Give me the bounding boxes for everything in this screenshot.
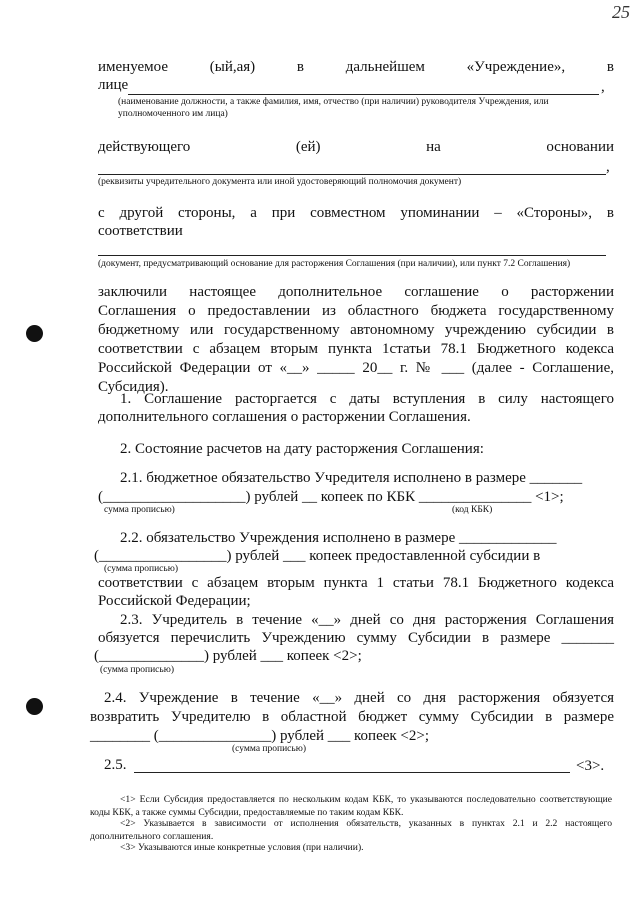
item23-line1: 2.3. Учредитель в течение «__» дней со дня расторжения Соглашения [120,612,614,628]
fill-line [134,772,570,773]
page-number-mark: 25 [612,2,630,22]
word: в [606,59,614,75]
p1-line1 [98,58,614,77]
p4-line1 [98,283,614,302]
word: в [296,59,304,75]
item21-line2: (___________________) рублей __ копеек по КБК _______________ <1>; [98,489,564,505]
word: (ей) [295,139,321,155]
item1-line1: 1. Соглашение расторгается с даты вступления в силу настоящего [120,391,614,407]
p2-line1 [98,138,614,157]
word: а [250,205,257,221]
item24-line3: ________ (_______________) рублей ___ копеек <2>; [90,728,430,744]
word: с [98,205,105,221]
word: в [606,205,614,221]
footnote-2: <2> Указывается в зависимости от исполнения обязательств, указанных в пунктах 2.1 и 2.2 настоящего дополнительного соглашения. [90,818,612,842]
item21-line1: 2.1. бюджетное обязательство Учредителя исполнено в размере _______ [120,470,583,486]
p1-comma: , [601,79,605,95]
item22-line3: соответствии с абзацем вторым пункта 1 статьи 78.1 Бюджетного кодекса [98,575,614,591]
p4-line5: Российской Федерации от «__» _____ 20__ г. № ___ (далее - Соглашение, [98,360,614,376]
item24-line2: возвратить Учредителю в областной бюджет сумму Субсидии в размере [90,709,614,725]
word: на [426,139,441,155]
word: дальнейшем [345,59,425,75]
item24-line1: 2.4. Учреждение в течение «__» дней со дня расторжения обязуется [104,690,614,706]
fill-line [98,255,606,256]
item22-line2: (_________________) рублей ___ копеек предоставленной субсидии в [94,548,541,564]
item23-line3: (______________) рублей ___ копеек <2>; [94,648,362,664]
p1-line2: лице [98,77,129,93]
p4-line6: Субсидия). [98,379,169,395]
item25-num: 2.5. [104,757,127,773]
p3-line2: соответствии [98,223,183,239]
p4-line3: бюджетному или государственному автономному учреждению субсидии в [98,322,614,338]
punch-hole-icon [26,325,43,342]
p4-line2: Соглашения о предоставлении из областного бюджета государственному [98,303,614,319]
item23-line2: обязуется перечислить Учреждению сумму Субсидии в размере _______ [98,630,614,646]
item22-cap: (сумма прописью) [104,564,178,574]
word: расторжении [530,284,614,300]
fill-line [98,174,606,175]
word: основании [546,139,614,155]
word: соглашение [404,284,479,300]
item22-line1: 2.2. обязательство Учреждения исполнено в размере _____________ [120,530,557,546]
item25-end: <3>. [576,758,605,774]
p2-comma: , [606,159,610,175]
item22-line4: Российской Федерации; [98,593,251,609]
p3-caption: (документ, предусматривающий основание для расторжения Соглашения (при наличии), или пункт 7.2 Соглашения) [98,259,571,269]
word: дополнительное [278,284,383,300]
item1-line2: дополнительного соглашения о расторжении Соглашения. [98,409,471,425]
fill-line [128,94,599,95]
item21-cap-kbk: (код КБК) [452,505,493,515]
word: стороны, [178,205,236,221]
punch-hole-icon [26,698,43,715]
word: совместном [310,205,386,221]
item23-cap: (сумма прописью) [100,665,174,675]
word: о [501,284,509,300]
item24-cap: (сумма прописью) [232,744,306,754]
word: упоминании [400,205,480,221]
p3-line1 [98,204,614,223]
p2-caption: (реквизиты учредительного документа или иной удостоверяющий полномочия документ) [98,177,462,187]
footnote-1: <1> Если Субсидия предоставляется по нескольким кодам КБК, то указываются последовательно соответствующие коды КБК, а также суммы Субсидии, предоставляемые по таким кодам КБК. [90,794,612,818]
word: «Стороны», [516,205,593,221]
item2-heading: 2. Состояние расчетов на дату расторжения Соглашения: [120,441,484,457]
item21-cap-sum: сумма прописью) [104,505,175,515]
word: именуемое [98,59,168,75]
word: при [271,205,296,221]
word: настоящее [189,284,256,300]
word: – [494,205,502,221]
word: действующего [98,139,191,155]
footnote-3: <3> Указываются иные конкретные условия (при наличии). [120,842,364,853]
word: «Учреждение», [466,59,566,75]
word: заключили [98,284,168,300]
p4-line4: соответствии с абзацем вторым пункта 1статьи 78.1 Бюджетного кодекса [98,341,614,357]
word: другой [119,205,164,221]
word: (ый,ая) [209,59,256,75]
p1-caption: (наименование должности, а также фамилия, имя, отчество (при наличии) руководителя Учреждения, или уполномоченного им лица) [118,97,549,119]
